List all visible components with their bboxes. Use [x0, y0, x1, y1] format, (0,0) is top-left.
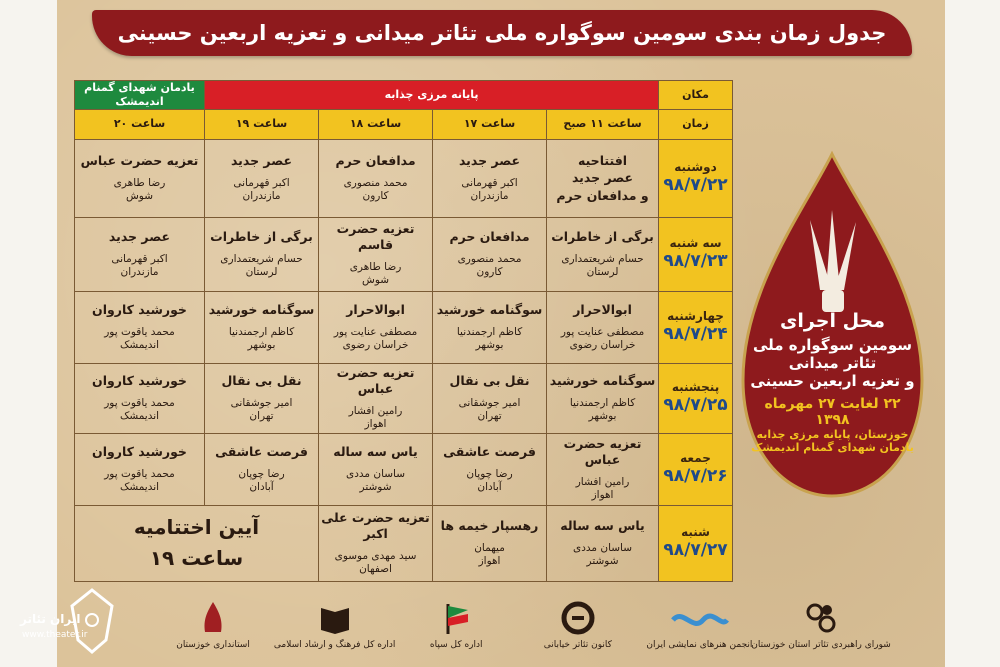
show-city: بوشهر — [475, 338, 504, 351]
show-title: فرصت عاشقی — [215, 444, 308, 460]
day-cell — [659, 291, 733, 363]
day-cell — [659, 363, 733, 433]
show-city: اندیمشک — [119, 338, 160, 351]
day-name: دوشنبه — [674, 159, 717, 174]
show-title: عصر جدید — [108, 229, 171, 245]
show-title: رهسپار خیمه ها — [440, 518, 539, 534]
show-cell — [433, 139, 547, 217]
show-cell — [205, 291, 319, 363]
day-cell — [659, 139, 733, 217]
show-director: رضا چوپان — [238, 467, 285, 480]
show-director: رضا طاهری — [349, 260, 402, 273]
ring-icon — [558, 598, 598, 638]
show-title: خورشید کاروان — [92, 373, 187, 389]
show-title: یاس سه ساله — [333, 444, 418, 460]
show-director: محمد منصوری — [457, 252, 522, 265]
show-director: رامین افشار — [575, 475, 630, 488]
show-director: مصطفی عنایت پور — [333, 325, 418, 338]
show-cell — [319, 291, 433, 363]
sponsor-logo — [646, 589, 753, 659]
show-city: اهواز — [478, 554, 501, 567]
show-cell — [433, 217, 547, 291]
show-cell — [547, 139, 659, 217]
day-name: پنجشنبه — [671, 379, 720, 394]
show-cell — [75, 291, 205, 363]
day-cell — [659, 433, 733, 505]
show-title: عصر جدید — [458, 153, 521, 169]
day-name: سه شنبه — [669, 235, 722, 250]
time-label: زمان — [659, 109, 733, 139]
logo-caption: کانون تئاتر خیابانی — [543, 640, 612, 650]
show-director: رضا طاهری — [113, 176, 166, 189]
show-city: خراسان رضوی — [569, 338, 636, 351]
show-title: نقل بی نقال — [221, 373, 302, 389]
show-title: سوگنامه خورشید — [549, 373, 656, 389]
place-label: مکان — [659, 81, 733, 110]
sponsor-logo — [273, 589, 396, 659]
show-city: لرستان — [245, 265, 278, 278]
show-cell — [319, 505, 433, 581]
show-city: اندیمشک — [119, 480, 160, 493]
show-director: کاظم ارجمندنیا — [228, 325, 295, 338]
sponsor-logo — [410, 589, 502, 659]
flag-icon — [436, 598, 476, 638]
show-city: آبادان — [249, 480, 274, 493]
day-date: ۹۸/۷/۲۴ — [663, 323, 728, 344]
show-cell — [547, 433, 659, 505]
show-title: مدافعان حرم — [335, 153, 416, 169]
show-cell — [205, 139, 319, 217]
show-director: امیر جوشقانی — [230, 396, 293, 409]
show-cell — [547, 291, 659, 363]
show-director: محمد یاقوت پور — [104, 325, 175, 338]
venue-heading: محل اجرای — [780, 310, 885, 332]
show-city: خراسان رضوی — [342, 338, 409, 351]
day-date: ۹۸/۷/۲۶ — [663, 465, 728, 486]
show-title: خورشید کاروان — [92, 444, 187, 460]
show-cell — [547, 363, 659, 433]
show-city: مازندران — [120, 265, 159, 278]
show-cell — [319, 139, 433, 217]
show-city: مازندران — [470, 189, 509, 202]
show-city: کارون — [362, 189, 389, 202]
show-city: کارون — [476, 265, 503, 278]
show-director: میهمان — [474, 541, 505, 554]
show-title: تعزیه حضرت قاسم — [336, 221, 415, 252]
logo-caption: اداره کل سپاه — [429, 640, 483, 650]
show-cell — [433, 363, 547, 433]
show-director: سید مهدی موسوی — [334, 549, 417, 562]
show-cell — [75, 433, 205, 505]
show-title: تعزیه حضرت علی اکبر — [321, 510, 430, 541]
day-name: چهارشنبه — [667, 308, 724, 323]
show-title: ابوالاحرار — [573, 302, 632, 318]
sponsor-logo — [532, 589, 624, 659]
show-title: برگی از خاطرات — [551, 229, 654, 245]
book-icon — [315, 598, 355, 638]
day-name: جمعه — [680, 450, 711, 465]
show-director: اکبر قهرمانی — [233, 176, 290, 189]
table-row — [75, 433, 733, 505]
show-title: تعزیه حضرت عباس — [336, 365, 415, 396]
show-title: ابوالاحرار — [346, 302, 405, 318]
day-date: ۹۸/۷/۲۵ — [663, 394, 728, 415]
show-cell — [205, 363, 319, 433]
time-slot: ساعت ۱۷ — [433, 109, 547, 139]
logo-caption: استانداری خوزستان — [176, 640, 250, 650]
venue-place2: یادمان شهدای گمنام اندیمشک — [751, 441, 914, 454]
table-row — [75, 505, 733, 581]
show-cell — [433, 505, 547, 581]
show-city: مازندران — [242, 189, 281, 202]
show-city: اهواز — [364, 417, 387, 430]
closing-cell — [75, 505, 319, 581]
watermark-url[interactable]: www.theater.ir — [22, 630, 88, 640]
day-date: ۹۸/۷/۲۳ — [663, 250, 728, 271]
venue-row — [75, 81, 733, 110]
logo-caption: انجمن هنرهای نمایشی ایران — [646, 640, 753, 650]
show-title: تعزیه حضرت عباس — [80, 153, 199, 169]
venue-line2: و تعزیه اربعین حسینی — [750, 372, 915, 390]
show-director: حسام شریعتمداری — [220, 252, 303, 265]
time-slot: ساعت ۱۸ — [319, 109, 433, 139]
show-line: عصر جدید — [571, 170, 634, 186]
show-city: تهران — [249, 409, 274, 422]
day-name: شنبه — [681, 524, 710, 539]
show-cell — [433, 291, 547, 363]
show-director: رامین افشار — [348, 404, 403, 417]
show-title: مدافعان حرم — [449, 229, 530, 245]
day-cell — [659, 217, 733, 291]
day-date: ۹۸/۷/۲۲ — [663, 174, 728, 195]
logo-caption: شورای راهبردی تئاتر استان خوزستان — [751, 640, 891, 650]
day-date: ۹۸/۷/۲۷ — [663, 539, 728, 560]
show-city: اصفهان — [359, 562, 392, 575]
show-director: امیر جوشقانی — [458, 396, 521, 409]
show-cell — [319, 433, 433, 505]
show-director: ساسان مددی — [572, 541, 633, 554]
show-director: اکبر قهرمانی — [111, 252, 168, 265]
venue-dates: ۲۲ لغایت ۲۷ مهرماه ۱۳۹۸ — [764, 396, 901, 428]
time-slot: ساعت ۱۹ — [205, 109, 319, 139]
show-cell — [205, 433, 319, 505]
show-title: افتتاحیه — [578, 152, 628, 168]
sponsor-logo — [167, 589, 259, 659]
venue-line1: سومین سوگواره ملی تئاتر میدانی — [752, 336, 912, 372]
show-city: اهواز — [591, 488, 614, 501]
show-city: آبادان — [477, 480, 502, 493]
show-title: سوگنامه خورشید — [436, 302, 543, 318]
show-cell — [319, 363, 433, 433]
time-row — [75, 109, 733, 139]
venue-main: پایانه مرزی چذابه — [205, 81, 659, 110]
sponsor-logo — [751, 589, 891, 659]
day-cell — [659, 505, 733, 581]
show-cell — [547, 505, 659, 581]
table-row — [75, 217, 733, 291]
show-title: فرصت عاشقی — [443, 444, 536, 460]
show-line: و مدافعان حرم — [556, 187, 649, 203]
schedule-poster — [57, 0, 945, 667]
show-title: عصر جدید — [230, 153, 293, 169]
show-title: برگی از خاطرات — [210, 229, 313, 245]
show-cell — [547, 217, 659, 291]
show-title: خورشید کاروان — [92, 302, 187, 318]
closing-time: ساعت ۱۹ — [149, 546, 244, 570]
show-city: بوشهر — [247, 338, 276, 351]
show-director: مصطفی عنایت پور — [560, 325, 645, 338]
poster-title: جدول زمان بندی سومین سوگواره ملی تئاتر میدانی و تعزیه اربعین حسینی — [92, 10, 912, 56]
show-cell — [433, 433, 547, 505]
table-row — [75, 139, 733, 217]
show-director: حسام شریعتمداری — [561, 252, 644, 265]
show-city: شوشتر — [586, 554, 619, 567]
venue-place1: خوزستان، پایانه مرزی چذابه — [756, 428, 909, 441]
schedule-table — [74, 80, 733, 582]
show-city: تهران — [477, 409, 502, 422]
show-cell — [75, 217, 205, 291]
wave-icon — [669, 598, 729, 638]
show-city: شوش — [125, 189, 154, 202]
time-slot: ساعت ۱۱ صبح — [547, 109, 659, 139]
show-city: شوشتر — [359, 480, 392, 493]
show-director: کاظم ارجمندنیا — [456, 325, 523, 338]
venue-info — [745, 310, 920, 454]
knot-icon — [801, 598, 841, 638]
show-director: اکبر قهرمانی — [461, 176, 518, 189]
show-city: اندیمشک — [119, 409, 160, 422]
watermark-name: ایران تئاتر — [20, 612, 81, 626]
show-city: شوش — [362, 273, 390, 286]
show-cell — [75, 363, 205, 433]
show-title: تعزیه حضرت عباس — [563, 436, 642, 467]
show-title: سوگنامه خورشید — [208, 302, 315, 318]
show-city: لرستان — [586, 265, 619, 278]
show-city: بوشهر — [588, 409, 617, 422]
emblem-icon — [193, 598, 233, 638]
show-cell — [205, 217, 319, 291]
table-row — [75, 363, 733, 433]
show-director: محمد یاقوت پور — [104, 467, 175, 480]
show-title: نقل بی نقال — [449, 373, 530, 389]
show-director: محمد یاقوت پور — [104, 396, 175, 409]
show-cell — [319, 217, 433, 291]
show-title: یاس سه ساله — [560, 518, 645, 534]
table-row — [75, 291, 733, 363]
time-slot: ساعت ۲۰ — [75, 109, 205, 139]
sponsor-logos — [167, 585, 891, 663]
show-director: محمد منصوری — [343, 176, 408, 189]
show-director: ساسان مددی — [345, 467, 406, 480]
show-director: کاظم ارجمندنیا — [569, 396, 636, 409]
show-cell — [75, 139, 205, 217]
logo-caption: اداره کل فرهنگ و ارشاد اسلامی — [273, 640, 396, 650]
show-director: رضا چوپان — [466, 467, 513, 480]
venue-secondary: یادمان شهدای گمنام اندیمشک — [75, 81, 205, 110]
closing-title: آیین اختتامیه — [133, 515, 260, 539]
